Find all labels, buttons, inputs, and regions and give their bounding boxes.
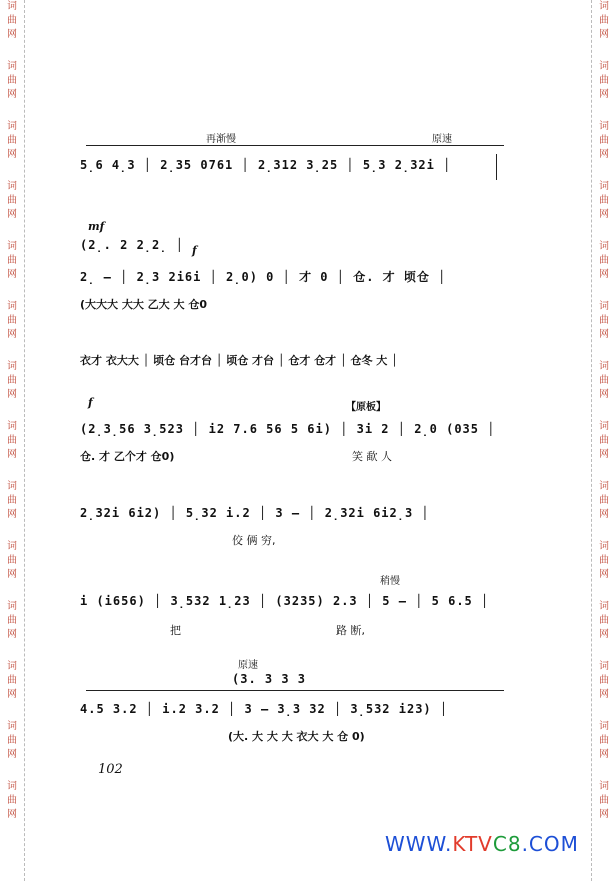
watermark-block bbox=[2, 660, 22, 702]
watermark-block bbox=[594, 420, 614, 462]
tempo-marking-original: 原速 bbox=[432, 134, 452, 145]
left-margin-line bbox=[24, 0, 25, 881]
watermark-char: 网 bbox=[7, 449, 17, 460]
percussion-line-2: (大大大 大大 乙大 大 仓0 bbox=[80, 298, 207, 311]
dynamic-f: f bbox=[192, 244, 197, 257]
watermark-char: 网 bbox=[7, 389, 17, 400]
watermark-char: 网 bbox=[599, 449, 609, 460]
watermark-char: 曲 bbox=[7, 675, 17, 686]
watermark-block bbox=[2, 300, 22, 342]
watermark-char: 曲 bbox=[599, 195, 609, 206]
watermark-char: 曲 bbox=[7, 195, 17, 206]
watermark-char: 词 bbox=[7, 361, 17, 372]
watermark-char: 词 bbox=[599, 301, 609, 312]
watermark-block bbox=[594, 0, 614, 42]
watermark-char: 网 bbox=[599, 149, 609, 160]
watermark-block bbox=[2, 780, 22, 822]
watermark-char: 词 bbox=[7, 121, 17, 132]
watermark-char: 网 bbox=[599, 569, 609, 580]
watermark-block bbox=[2, 600, 22, 642]
watermark-block bbox=[2, 540, 22, 582]
watermark-char: 词 bbox=[599, 781, 609, 792]
watermark-block bbox=[2, 480, 22, 522]
dynamic-mf: mf bbox=[88, 220, 105, 233]
notation-upper-line-2: (2̣. 2 2̣2̣ │ bbox=[80, 238, 184, 252]
watermark-char: 词 bbox=[7, 61, 17, 72]
watermark-char: 词 bbox=[599, 601, 609, 612]
site-logo: WWW.KTVC8.COM bbox=[385, 832, 579, 856]
notation-line-1: 5̣6 4̣3 │ 2̣35 0761 │ 2̣312 3̣25 │ 5̣3 2̣32i │ bbox=[80, 158, 452, 172]
watermark-char: 词 bbox=[599, 421, 609, 432]
watermark-char: 网 bbox=[7, 629, 17, 640]
dynamic-f-2: f bbox=[88, 396, 93, 409]
watermark-char: 词 bbox=[599, 361, 609, 372]
watermark-char: 网 bbox=[599, 209, 609, 220]
system-rule-2 bbox=[86, 690, 504, 691]
watermark-char: 曲 bbox=[7, 495, 17, 506]
watermark-block bbox=[594, 120, 614, 162]
watermark-block bbox=[594, 720, 614, 762]
watermark-char: 词 bbox=[599, 721, 609, 732]
watermark-block bbox=[2, 240, 22, 282]
watermark-char: 词 bbox=[7, 301, 17, 312]
watermark-block bbox=[2, 720, 22, 762]
watermark-char: 曲 bbox=[599, 615, 609, 626]
watermark-block bbox=[594, 480, 614, 522]
watermark-char: 网 bbox=[599, 629, 609, 640]
watermark-block bbox=[594, 540, 614, 582]
percussion-line-4: 仓. 才 乙个才 仓0) bbox=[80, 450, 175, 463]
watermark-block bbox=[2, 120, 22, 162]
watermark-char: 词 bbox=[7, 601, 17, 612]
watermark-block bbox=[2, 420, 22, 462]
tempo-marking-original-2: 原速 bbox=[238, 660, 258, 671]
watermark-block bbox=[594, 300, 614, 342]
watermark-char: 曲 bbox=[599, 375, 609, 386]
watermark-char: 词 bbox=[599, 121, 609, 132]
watermark-char: 词 bbox=[7, 781, 17, 792]
barline bbox=[496, 154, 497, 180]
watermark-char: 曲 bbox=[599, 795, 609, 806]
watermark-char: 词 bbox=[599, 661, 609, 672]
watermark-char: 曲 bbox=[7, 315, 17, 326]
left-watermark-column bbox=[2, 0, 22, 881]
watermark-char: 网 bbox=[7, 749, 17, 760]
tempo-marking-slower: 稍慢 bbox=[380, 576, 400, 587]
watermark-char: 词 bbox=[599, 241, 609, 252]
watermark-char: 词 bbox=[599, 181, 609, 192]
percussion-line-3: 衣才 衣大大 │ 顷仓 台才台 │ 顷仓 才台 │ 仓才 仓才 │ 仓冬 大 │ bbox=[80, 354, 398, 367]
watermark-char: 曲 bbox=[7, 135, 17, 146]
watermark-char: 曲 bbox=[599, 675, 609, 686]
watermark-char: 曲 bbox=[599, 135, 609, 146]
watermark-block bbox=[2, 180, 22, 222]
watermark-char: 词 bbox=[599, 1, 609, 12]
section-mark-yuanban: 【原板】 bbox=[346, 402, 386, 413]
watermark-char: 网 bbox=[599, 29, 609, 40]
watermark-char: 曲 bbox=[7, 255, 17, 266]
watermark-char: 网 bbox=[7, 29, 17, 40]
watermark-char: 网 bbox=[7, 269, 17, 280]
watermark-char: 词 bbox=[7, 241, 17, 252]
notation-line-6: i (i656) │ 3̣532 1̣23 │ (3235) 2.3 │ 5 — │ 5 6.5 │ bbox=[80, 594, 490, 608]
watermark-char: 曲 bbox=[7, 75, 17, 86]
watermark-block bbox=[594, 660, 614, 702]
watermark-char: 曲 bbox=[7, 735, 17, 746]
watermark-block bbox=[594, 360, 614, 402]
watermark-char: 网 bbox=[599, 329, 609, 340]
watermark-block bbox=[2, 0, 22, 42]
watermark-block bbox=[594, 180, 614, 222]
watermark-block bbox=[594, 600, 614, 642]
watermark-char: 曲 bbox=[7, 15, 17, 26]
watermark-block bbox=[594, 240, 614, 282]
watermark-char: 曲 bbox=[7, 795, 17, 806]
watermark-char: 曲 bbox=[599, 495, 609, 506]
right-margin-line bbox=[591, 0, 592, 881]
watermark-block bbox=[594, 780, 614, 822]
watermark-char: 网 bbox=[599, 389, 609, 400]
watermark-char: 曲 bbox=[7, 615, 17, 626]
watermark-char: 曲 bbox=[599, 255, 609, 266]
watermark-char: 曲 bbox=[599, 75, 609, 86]
notation-line-2: 2̣ — │ 2̣3 2i6i │ 2̣0) 0 │ 才 0 │ 仓. 才 顷仓 │ bbox=[80, 270, 447, 284]
watermark-char: 词 bbox=[7, 1, 17, 12]
tempo-marking-slowing: 再渐慢 bbox=[206, 134, 236, 145]
watermark-char: 网 bbox=[599, 509, 609, 520]
watermark-char: 网 bbox=[7, 149, 17, 160]
watermark-char: 网 bbox=[7, 209, 17, 220]
percussion-line-7: (大. 大 大 大 衣大 大 仓 0) bbox=[228, 730, 365, 743]
watermark-char: 词 bbox=[599, 61, 609, 72]
watermark-char: 网 bbox=[7, 809, 17, 820]
watermark-char: 曲 bbox=[599, 435, 609, 446]
notation-line-4: (2̣3̣56 3̣523 │ i2 7.6 56 5 6i) │ 3i 2 │ 2̣0 (035 │ bbox=[80, 422, 496, 436]
watermark-char: 词 bbox=[7, 181, 17, 192]
watermark-char: 网 bbox=[599, 809, 609, 820]
watermark-char: 网 bbox=[599, 269, 609, 280]
watermark-char: 网 bbox=[599, 689, 609, 700]
watermark-char: 网 bbox=[7, 509, 17, 520]
notation-upper-line-7: (3. 3 3 3 bbox=[232, 672, 307, 686]
watermark-char: 曲 bbox=[599, 15, 609, 26]
watermark-char: 网 bbox=[7, 89, 17, 100]
watermark-char: 词 bbox=[7, 541, 17, 552]
watermark-char: 网 bbox=[7, 329, 17, 340]
lyric-line-6a: 把 bbox=[170, 624, 181, 637]
watermark-block bbox=[2, 60, 22, 102]
watermark-char: 词 bbox=[7, 421, 17, 432]
watermark-char: 词 bbox=[599, 481, 609, 492]
watermark-char: 曲 bbox=[599, 555, 609, 566]
system-rule bbox=[86, 145, 504, 146]
watermark-char: 词 bbox=[7, 721, 17, 732]
notation-line-5: 2̣32i 6i2) │ 5̣32 i.2 │ 3 — │ 2̣32i 6i2̣3 │ bbox=[80, 506, 430, 520]
lyric-line-5: 佼 俩 穷, bbox=[232, 534, 276, 547]
notation-line-7: 4.5 3.2 │ i.2 3.2 │ 3 — 3̣3 32 │ 3̣532 i23) │ bbox=[80, 702, 449, 716]
lyric-line-4: 笑 歃 人 bbox=[352, 450, 392, 463]
watermark-char: 曲 bbox=[599, 735, 609, 746]
watermark-char: 曲 bbox=[7, 375, 17, 386]
watermark-char: 词 bbox=[599, 541, 609, 552]
page-number: 102 bbox=[98, 762, 123, 777]
watermark-char: 网 bbox=[599, 89, 609, 100]
lyric-line-6b: 路 断, bbox=[336, 624, 365, 637]
watermark-char: 曲 bbox=[7, 435, 17, 446]
watermark-block bbox=[594, 60, 614, 102]
watermark-char: 网 bbox=[7, 689, 17, 700]
watermark-block bbox=[2, 360, 22, 402]
watermark-char: 词 bbox=[7, 661, 17, 672]
watermark-char: 曲 bbox=[599, 315, 609, 326]
watermark-char: 网 bbox=[7, 569, 17, 580]
watermark-char: 词 bbox=[7, 481, 17, 492]
watermark-char: 曲 bbox=[7, 555, 17, 566]
watermark-char: 网 bbox=[599, 749, 609, 760]
right-watermark-column bbox=[594, 0, 614, 881]
